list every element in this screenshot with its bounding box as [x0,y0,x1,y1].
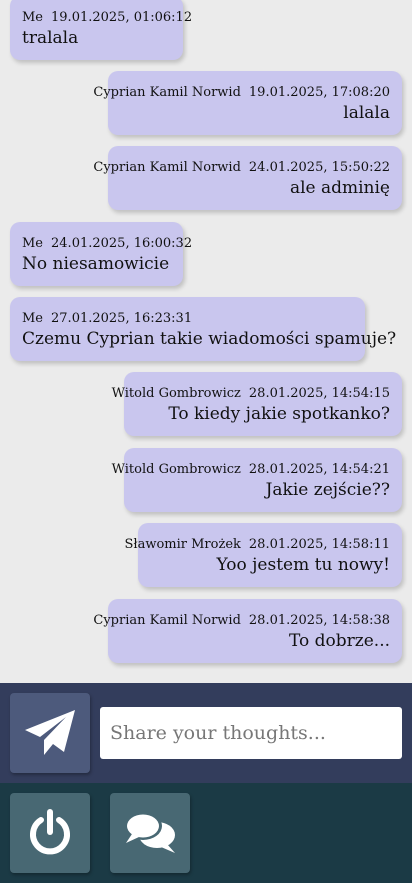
message-sender: Sławomir Mrożek [124,537,241,552]
message-sender: Me [22,236,44,251]
message-meta [93,85,390,100]
message-date: 19.01.2025, 17:08:20 [248,85,390,100]
message-sender: Cyprian Kamil Norwid [93,160,241,175]
message-bubble [111,448,402,512]
message-date: 28.01.2025, 14:58:11 [248,537,390,552]
bottom-bar [0,783,412,883]
message-meta [112,462,390,477]
message-bubble [93,599,402,663]
paper-plane-icon [23,708,77,758]
message-sender: Cyprian Kamil Norwid [93,613,241,628]
message-sender: Witold Gombrowicz [111,386,241,401]
message-bubble [93,71,402,135]
message-composer [0,683,412,783]
chats-button[interactable] [110,793,190,873]
message-sender: Cyprian Kamil Norwid [93,85,241,100]
message-text: ale adminię [289,178,390,198]
message-bubble [93,146,402,210]
power-icon [25,808,75,858]
message-sender: Witold Gombrowicz [111,462,241,477]
message-date: 28.01.2025, 14:58:38 [248,613,390,628]
message-date: 28.01.2025, 14:54:15 [248,386,390,401]
message-text: No niesamowicie [22,254,170,274]
message-meta [22,236,192,251]
message-meta [22,311,192,326]
message-meta [124,537,390,552]
message-bubble [124,523,402,587]
message-text: Yoo jestem tu nowy! [216,555,390,575]
message-date: 27.01.2025, 16:23:31 [51,311,193,326]
message-date: 19.01.2025, 01:06:12 [51,10,193,25]
message-sender: Me [22,311,44,326]
send-button[interactable] [10,693,90,773]
logout-button[interactable] [10,793,90,873]
message-meta [93,160,390,175]
message-bubble [111,372,402,436]
message-bubble [10,0,193,60]
message-meta [112,386,390,401]
message-text: lalala [343,103,390,123]
message-text: Jakie zejście?? [265,480,390,500]
message-meta [93,613,390,628]
message-text: Czemu Cyprian takie wiadomości spamuje? [22,329,397,349]
message-text: To kiedy jakie spotkanko? [168,404,390,424]
message-bubble [10,297,397,361]
message-date: 24.01.2025, 16:00:32 [51,236,193,251]
message-text: To dobrze... [288,631,390,651]
message-bubble [10,222,193,286]
chat-bubbles-icon [123,810,177,856]
message-date: 24.01.2025, 15:50:22 [248,160,390,175]
message-text: tralala [22,28,79,48]
message-meta [22,10,192,25]
message-sender: Me [22,10,44,25]
message-input[interactable] [100,707,402,759]
message-date: 28.01.2025, 14:54:21 [248,462,390,477]
